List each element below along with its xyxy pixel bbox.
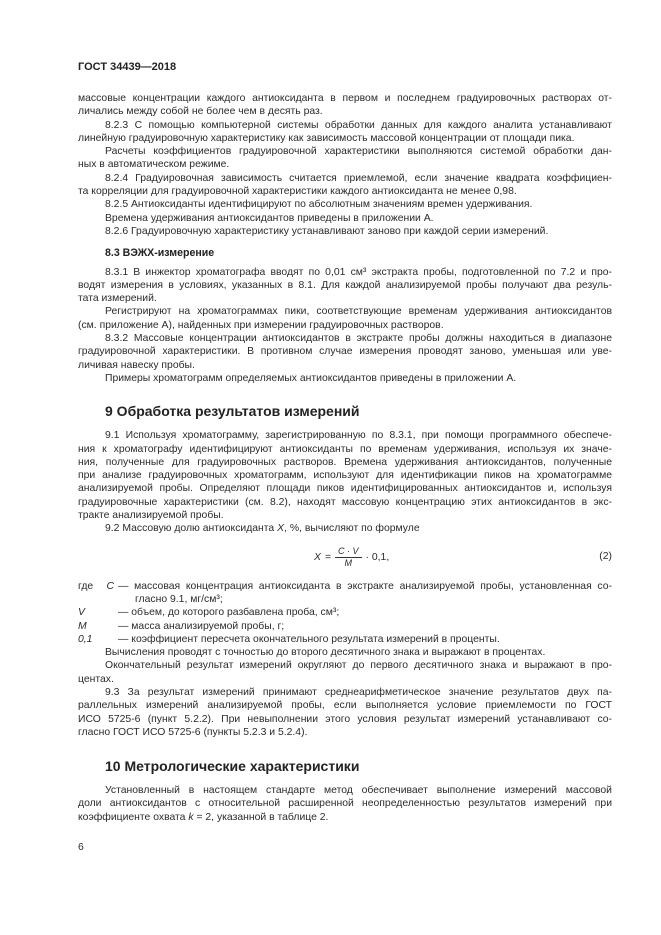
text-segment: коэффициенте охвата [78,811,189,823]
text-line: (см. приложение А), найденных при измерении градуировочных растворов. [78,319,444,331]
formula-fraction [335,546,362,569]
section-heading: 10 Метрологические характеристики [105,758,360,775]
formula-numerator: C · V [335,546,362,558]
paragraph [78,784,612,824]
math-symbol: k [188,811,194,823]
document-body [78,92,612,824]
subsection-heading: 8.3 ВЭЖХ-измерение [105,247,215,260]
where-definition: — масса анализируемой пробы, г; [118,620,285,632]
paragraph [78,429,612,522]
paragraph [78,225,612,238]
document-page [78,60,612,855]
paragraph [78,659,612,686]
formula-equals: = [324,552,332,564]
text-line: Регистрируют на хроматограммах пики, соответствующие временам удерживания антиоксидантов [105,306,612,318]
where-symbol: V [78,607,85,619]
text-line: 8.2.4 Градуировочная зависимость считается приемлемой, если значение квадрата коэффициен- [105,172,612,184]
where-definition: — массовая концентрация антиоксиданта в экстракте анализируемой пробы, установленная со- [118,580,612,592]
section-heading: 9 Обработка результатов измерений [105,403,360,420]
paragraph [78,172,612,199]
where-symbol: 0,1 [78,633,93,645]
text-line: Окончательный результат измерений округляют до первого десятичного знака и выражают в про- [105,660,612,672]
text-line: градуировочные характеристики (см. 8.2), находят массовую концентрацию этих антиоксидантов в экс- [78,496,612,508]
text-line: 9.3 За результат измерений принимают среднеарифметическое значение результатов двух па- [105,686,612,698]
text-line: та корреляции для градуировочной характеристики каждого антиоксиданта не менее 0,98. [78,186,517,198]
formula-lhs: X [314,552,321,564]
text-line [78,811,612,824]
text-line: Расчеты коэффициентов градуировочной характеристики выполняются системой обработки дан- [105,146,612,158]
text-line: ния, полученные для градуировочных растворов. Времена удерживания антиоксидантов, полученные [78,456,612,468]
where-symbol: M [78,620,87,632]
where-item-line [78,633,612,646]
formula-expression [314,543,389,573]
text-line: Примеры хроматограмм определяемых антиоксидантов приведены в приложении А. [105,372,517,384]
text-line: 8.3.2 Массовые концентрации антиоксидантов в экстракте пробы должны находиться в диапазоне [105,333,612,345]
text-line: при анализе градуировочных хроматограмм, используют для идентификации пиков на хроматограмме [78,470,612,482]
paragraph [78,522,612,535]
paragraph [78,145,612,172]
text-line: 8.2.3 С помощью компьютерной системы обработки данных для каждого аналита устанавливают [105,119,612,131]
text-segment: , %, вычисляют по формуле [284,523,420,535]
text-line: ных в автоматическом режиме. [78,159,230,171]
text-line: Установленный в настоящем стандарте метод обеспечивает выполнение измерений массовой [105,785,612,797]
text-line: линейную градуировочную характеристику как зависимость массовой концентрации от площади пика. [78,132,575,144]
paragraph [78,119,612,146]
paragraph [78,646,612,659]
text-line: центах. [78,673,114,685]
where-definition: — коэффициент пересчета окончательного результата измерений в проценты. [118,633,500,645]
text-line: раллельных измерений анализируемой пробы, если выполняется условие приемлемости по ГОСТ [78,700,612,712]
text-line [78,522,612,535]
text-line: доли антиоксидантов с относительной расширенной неопределенностью результатов измерений при [78,798,612,810]
paragraph [78,305,612,332]
text-line: Времена удерживания антиоксидантов приведены в приложении А. [105,212,434,224]
formula-2 [78,543,612,573]
formula-number: (2) [599,550,612,562]
text-line: 9.1 Используя хроматограмму, зарегистрированную по 8.3.1, при помощи программного обеспече- [105,430,612,442]
paragraph [78,212,612,225]
text-segment: 9.2 Массовую долю антиоксиданта [105,523,278,535]
text-line: ния к хроматографу идентифицируют антиоксиданты по временам удерживания, используя их значе- [78,443,612,455]
text-line: 8.2.5 Антиоксиданты идентифицируют по абсолютным значениям времен удерживания. [105,199,533,211]
math-symbol: X [277,523,285,535]
paragraph [78,686,612,739]
text-line: Вычисления проводят с точностью до второго десятичного знака и выражают в процентах. [105,647,546,659]
where-definition: — объем, до которого разбавлена проба, см³; [118,607,340,619]
where-item-line [78,580,612,593]
where-label: где [78,580,107,592]
text-line: тата измерений. [78,293,157,305]
formula-denominator: M [344,558,353,569]
paragraph [78,92,612,119]
text-line: градуировочной характеристики. В противном случае измерения проводят заново, уменьшая или уве- [78,346,612,358]
text-line: анализируемой пробы. Определяют площади пиков идентифицированных антиоксидантов и, используя [78,483,612,495]
text-segment: = 2, указанной в таблице 2. [193,811,329,823]
text-line: ИСО 5725-6 (пункт 5.2.2). При невыполнении этого условия результат измерений устанавливают со- [78,713,612,725]
page-number: 6 [78,842,84,854]
paragraph [78,198,612,211]
formula-rest: · 0,1, [365,552,390,564]
paragraph [78,266,612,306]
paragraph [78,332,612,372]
text-line: личались между собой не более чем в десять раз. [78,106,323,118]
text-line: водят измерения в условиях, указанных в 8.1. Для каждой анализируемой пробы получают два резуль- [78,279,612,291]
text-line: тракте анализируемой пробы. [78,510,224,522]
text-line: 8.3.1 В инжектор хроматографа вводят по 0,01 см³ экстракта пробы, подготовленной по 7.2 и про- [105,266,612,278]
text-line: массовые концентрации каждого антиоксиданта в первом и последнем градуировочных растворах от- [78,93,612,104]
where-list [78,580,612,646]
where-symbol: где C [78,580,114,592]
document-header: ГОСТ 34439—2018 [78,61,177,73]
where-item-line [78,606,612,619]
paragraph [78,372,612,385]
text-line: личивая навеску пробы. [78,359,195,371]
text-line: 8.2.6 Градуировочную характеристику устанавливают заново при каждой серии измерений. [105,225,549,237]
text-line: гласно ГОСТ ИСО 5725-6 (пункты 5.2.3 и 5.2.4). [78,726,308,738]
where-item-line: гласно 9.1, мг/см³; [135,593,223,605]
where-item-line [78,620,612,633]
